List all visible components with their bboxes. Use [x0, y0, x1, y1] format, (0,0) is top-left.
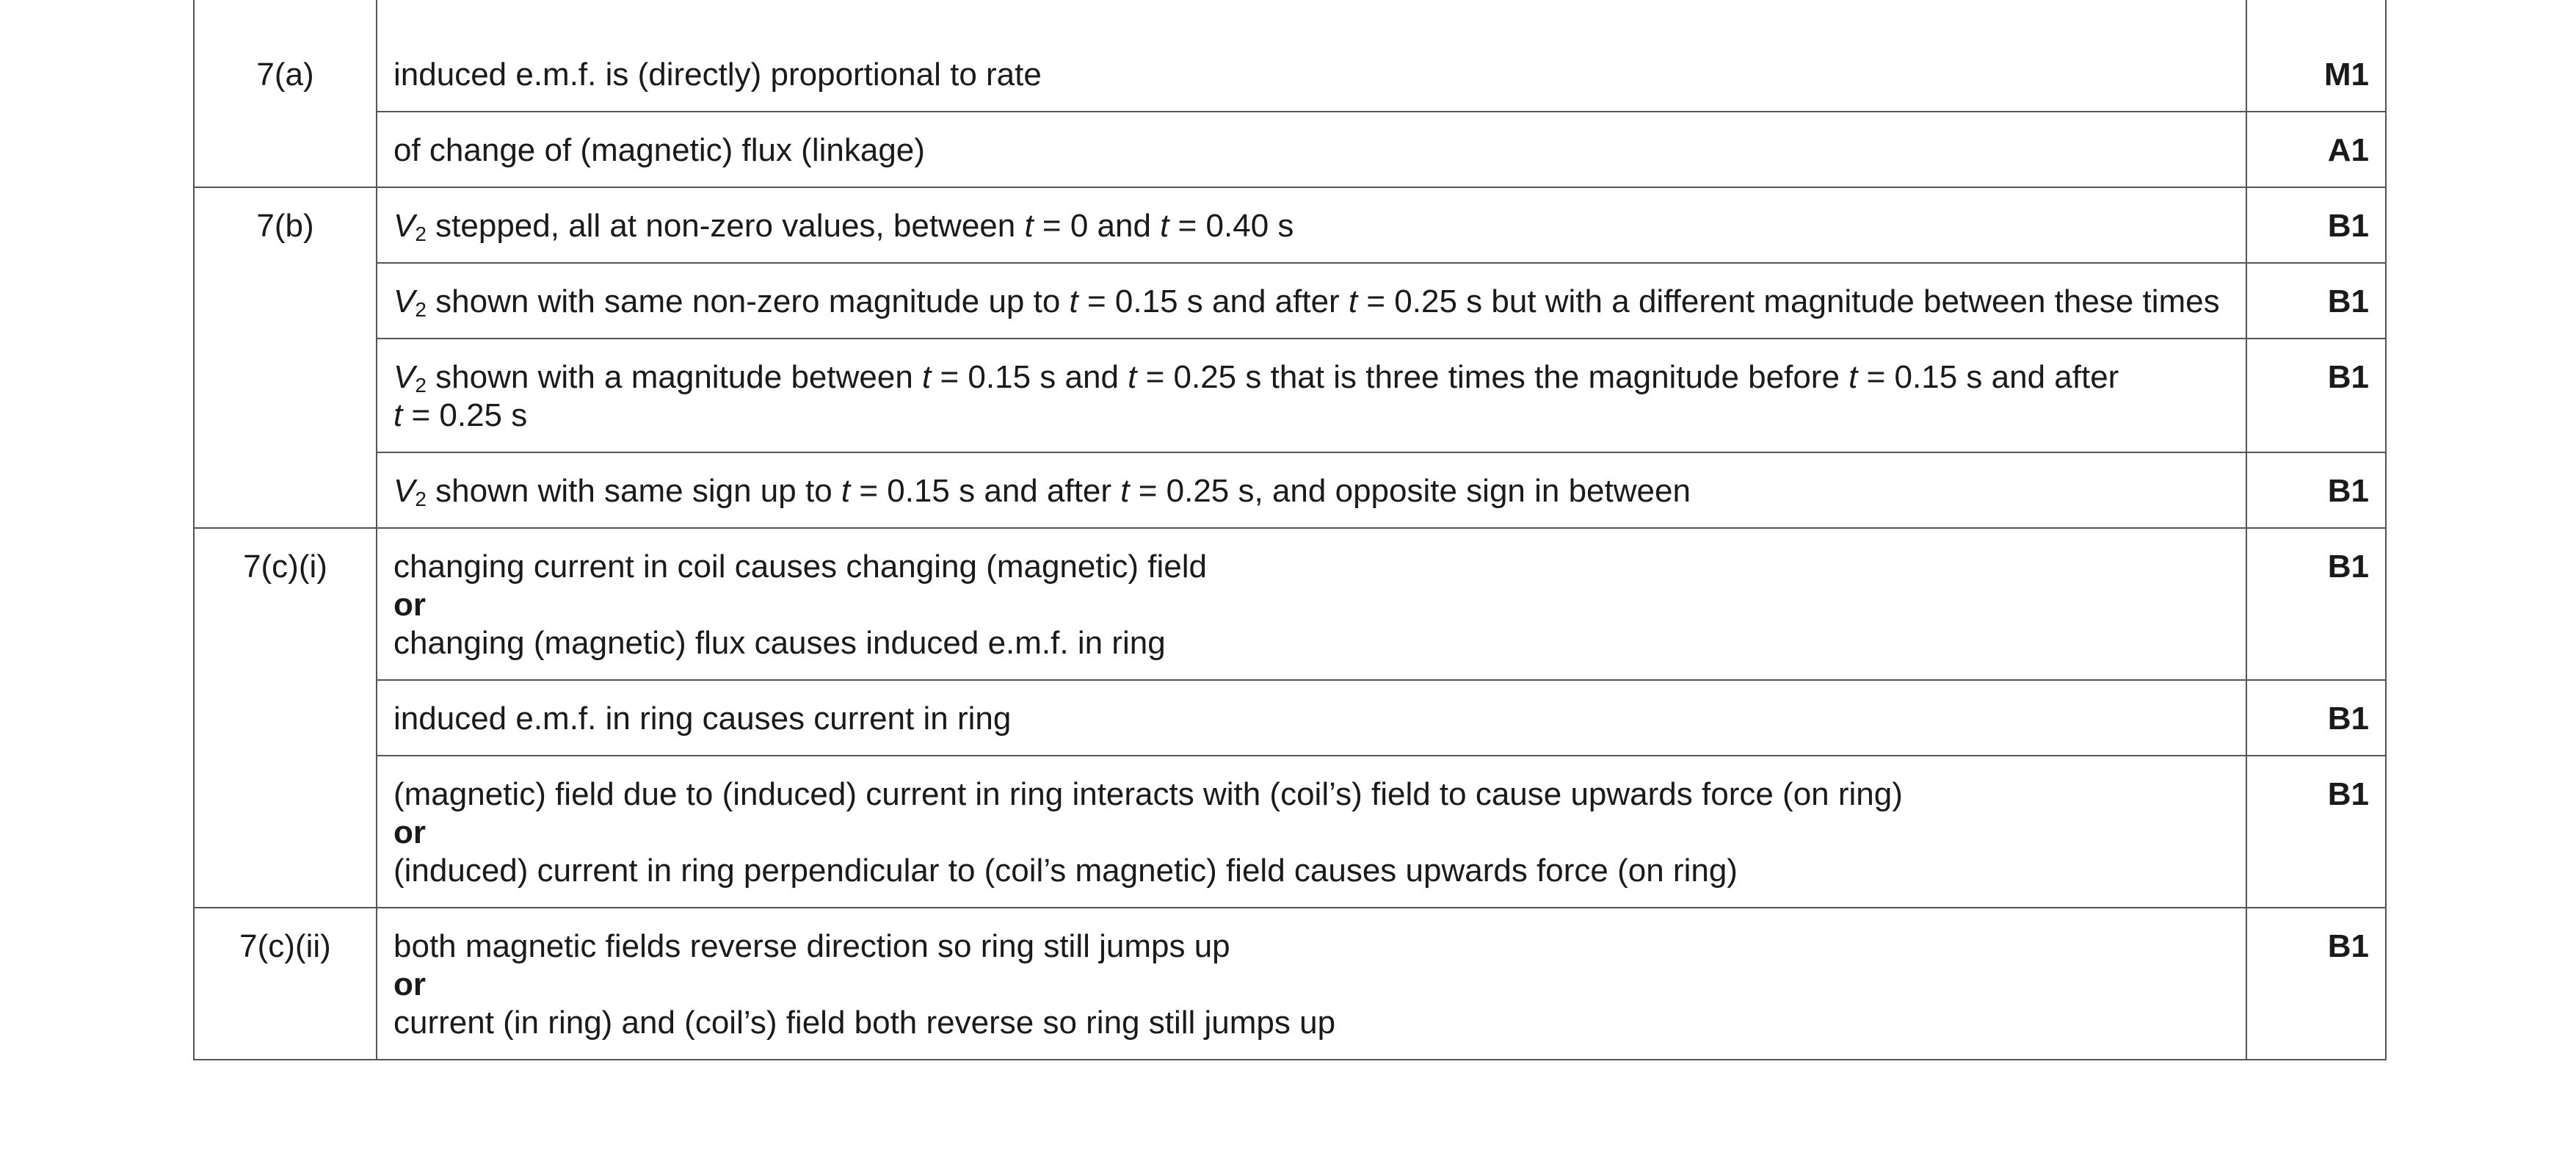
question-number: 7(a) [194, 0, 377, 187]
answer-cell [377, 528, 2246, 680]
or-label: or [393, 814, 426, 850]
mark-cell: B1 [2246, 680, 2386, 756]
table-row [194, 339, 2386, 452]
answer-text: = 0.25 s that is three times the magnitude before [1136, 359, 1849, 395]
answer-line: changing (magnetic) flux causes induced e.m.f. in ring [393, 625, 1166, 661]
variable-t: t [393, 397, 403, 433]
answer-cell: induced e.m.f. is (directly) proportional to rate [377, 0, 2246, 112]
variable-v: V [393, 473, 416, 509]
variable-v: V [393, 359, 416, 395]
mark-cell: B1 [2246, 908, 2386, 1060]
mark-cell: B1 [2246, 339, 2386, 452]
variable-t: t [1120, 473, 1130, 509]
table-row [194, 680, 2386, 756]
variable-t: t [841, 473, 851, 509]
variable-t: t [1024, 208, 1034, 244]
answer-text: = 0.15 s and after [850, 473, 1121, 509]
answer-cell [377, 756, 2246, 908]
answer-line: current (in ring) and (coil’s) field both reverse so ring still jumps up [393, 1005, 1336, 1041]
answer-text: shown with same non-zero magnitude up to [426, 283, 1070, 319]
variable-t: t [1348, 283, 1358, 319]
subscript: 2 [415, 298, 427, 321]
answer-text: = 0.40 s [1169, 208, 1294, 244]
table-row [194, 0, 2386, 112]
answer-cell: induced e.m.f. in ring causes current in ring [377, 680, 2246, 756]
answer-text: = 0.15 s and [931, 359, 1128, 395]
answer-text: = 0 and [1033, 208, 1161, 244]
mark-cell: B1 [2246, 528, 2386, 680]
answer-text: = 0.25 s, and opposite sign in between [1129, 473, 1691, 509]
table-row [194, 908, 2386, 1060]
answer-cell [377, 187, 2246, 263]
or-label: or [393, 587, 426, 623]
variable-v: V [393, 283, 416, 319]
mark-cell: A1 [2246, 112, 2386, 187]
answer-cell [377, 908, 2246, 1060]
answer-text: = 0.25 s [402, 397, 528, 433]
answer-text: = 0.15 s and after [1857, 359, 2119, 395]
subscript: 2 [415, 223, 427, 245]
subscript: 2 [415, 374, 427, 397]
answer-text: shown with a magnitude between [426, 359, 923, 395]
table-row [194, 187, 2386, 263]
mark-cell: B1 [2246, 263, 2386, 339]
table-row [194, 756, 2386, 908]
answer-text: shown with same sign up to [426, 473, 841, 509]
variable-t: t [1848, 359, 1858, 395]
table-row [194, 528, 2386, 680]
answer-line: (induced) current in ring perpendicular to (coil’s magnetic) field causes upwards force (on ring) [393, 853, 1738, 889]
answer-cell [377, 452, 2246, 528]
mark-cell: M1 [2246, 0, 2386, 112]
mark-cell: B1 [2246, 756, 2386, 908]
or-label: or [393, 966, 426, 1002]
variable-t: t [1160, 208, 1169, 244]
answer-cell: of change of (magnetic) flux (linkage) [377, 112, 2246, 187]
answer-line: (magnetic) field due to (induced) current in ring interacts with (coil’s) field to cause upwards force (on ring) [393, 776, 1903, 812]
variable-t: t [1069, 283, 1078, 319]
variable-v: V [393, 208, 416, 244]
mark-scheme-table [193, 0, 2387, 1060]
question-number: 7(c)(ii) [194, 908, 377, 1060]
question-number: 7(c)(i) [194, 528, 377, 908]
variable-t: t [1128, 359, 1137, 395]
answer-line: both magnetic fields reverse direction so ring still jumps up [393, 928, 1230, 964]
table-row [194, 263, 2386, 339]
subscript: 2 [415, 488, 427, 510]
table-row [194, 452, 2386, 528]
mark-cell: B1 [2246, 452, 2386, 528]
answer-text: = 0.25 s but with a different magnitude between these times [1357, 283, 2220, 319]
answer-line: changing current in coil causes changing (magnetic) field [393, 549, 1207, 585]
question-number: 7(b) [194, 187, 377, 528]
table-row [194, 112, 2386, 187]
mark-cell: B1 [2246, 187, 2386, 263]
answer-cell [377, 339, 2246, 452]
answer-text: stepped, all at non-zero values, between [426, 208, 1025, 244]
variable-t: t [922, 359, 932, 395]
answer-cell [377, 263, 2246, 339]
answer-text: = 0.15 s and after [1078, 283, 1349, 319]
